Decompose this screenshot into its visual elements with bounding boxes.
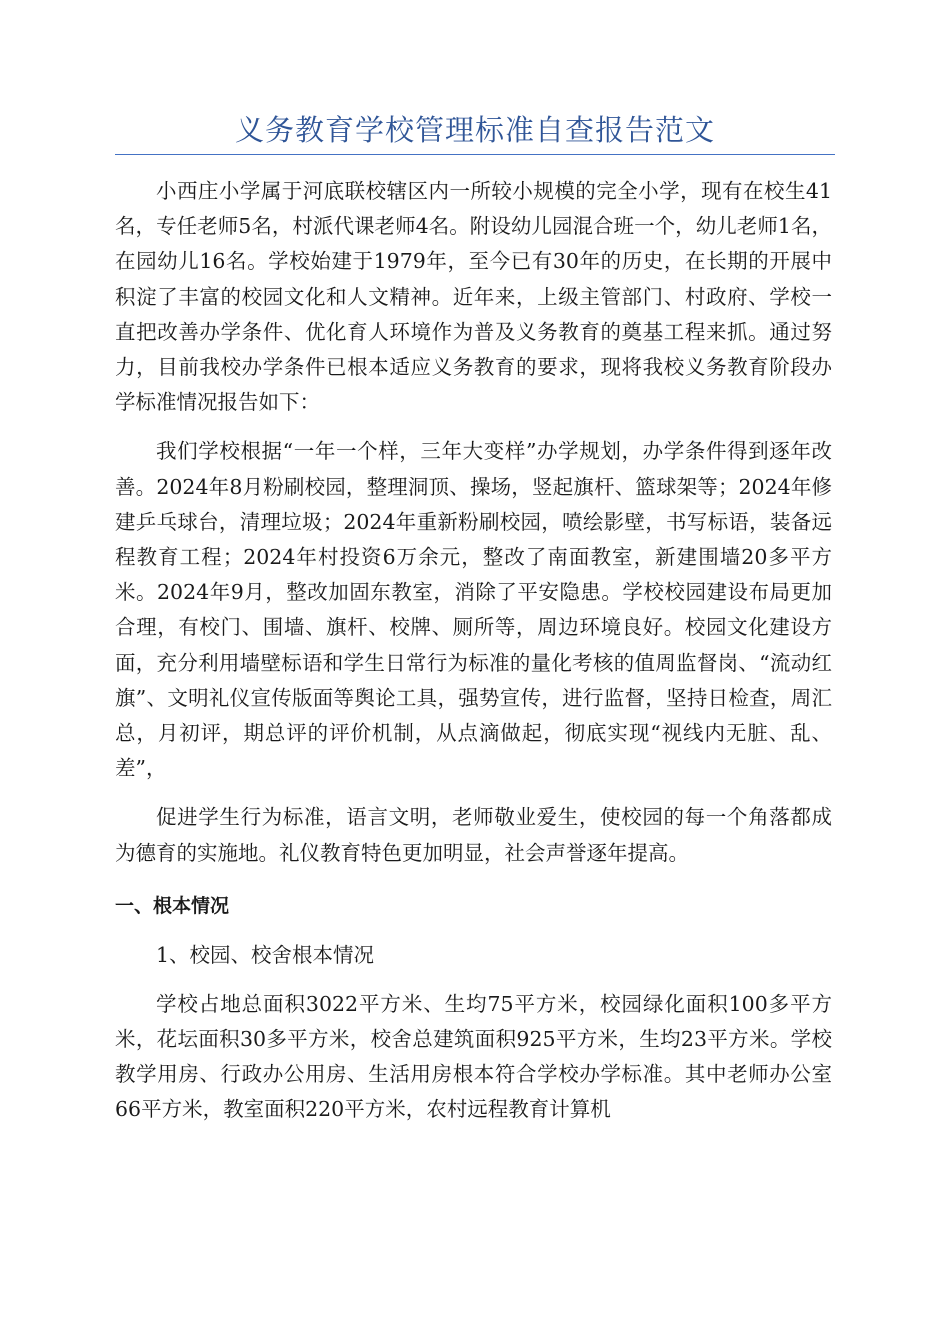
- paragraph-improvements: 我们学校根据“一年一个样，三年大变样”办学规划，办学条件得到逐年改善。2024年8月粉刷校园，整理洞顶、操场，竖起旗杆、篮球架等；2024年修建乒乓球台，清理垃圾；2024年重新粉刷校园，喷绘影壁，书写标语，装备远程教育工程；2024年村投资6万余元，整改了南面教室，新建围墙20多平方米。2024年9月，整改加固东教室，消除了平安隐患。学校校园建设布局更加合理，有校门、围墙、旗杆、校牌、厕所等，周边环境良好。校园文化建设方面，充分利用墙壁标语和学生日常行为标准的量化考核的值周监督岗、“流动红旗”、文明礼仪宣传版面等舆论工具，强势宣传，进行监督，坚持日检查，周汇总，月初评，期总评的评价机制，从点滴做起，彻底实现“视线内无脏、乱、差”，: [115, 439, 832, 781]
- paragraph-behavior: 促进学生行为标准，语言文明，老师敬业爱生，使校园的每一个角落都成为德育的实施地。礼仪教育特色更加明显，社会声誉逐年提高。: [115, 805, 832, 865]
- paragraph-campus-area: 学校占地总面积3022平方米、生均75平方米，校园绿化面积100多平方米，花坛面积30多平方米，校舍总建筑面积925平方米，生均23平方米。学校教学用房、行政办公用房、生活用房根本符合学校办学标准。其中老师办公室66平方米，教室面积220平方米，农村远程教育计算机: [115, 991, 832, 1122]
- document-title: 义务教育学校管理标准自查报告范文: [234, 113, 715, 147]
- title-underline: [115, 154, 835, 155]
- paragraph-intro: 小西庄小学属于河底联校辖区内一所较小规模的完全小学，现有在校生41名，专任老师5名，村派代课老师4名。附设幼儿园混合班一个，幼儿老师1名，在园幼儿16名。学校始建于1979年，至今已有30年的历史，在长期的开展中积淀了丰富的校园文化和人文精神。近年来，上级主管部门、村政府、学校一直把改善办学条件、优化育人环境作为普及义务教育的奠基工程来抓。通过努力，目前我校办学条件已根本适应义务教育的要求，现将我校义务教育阶段办学标准情况报告如下：: [115, 179, 832, 415]
- section-heading: 一、根本情况: [115, 894, 230, 917]
- subsection-heading: 1、校园、校舍根本情况: [156, 942, 375, 967]
- document-body: [115, 174, 832, 1128]
